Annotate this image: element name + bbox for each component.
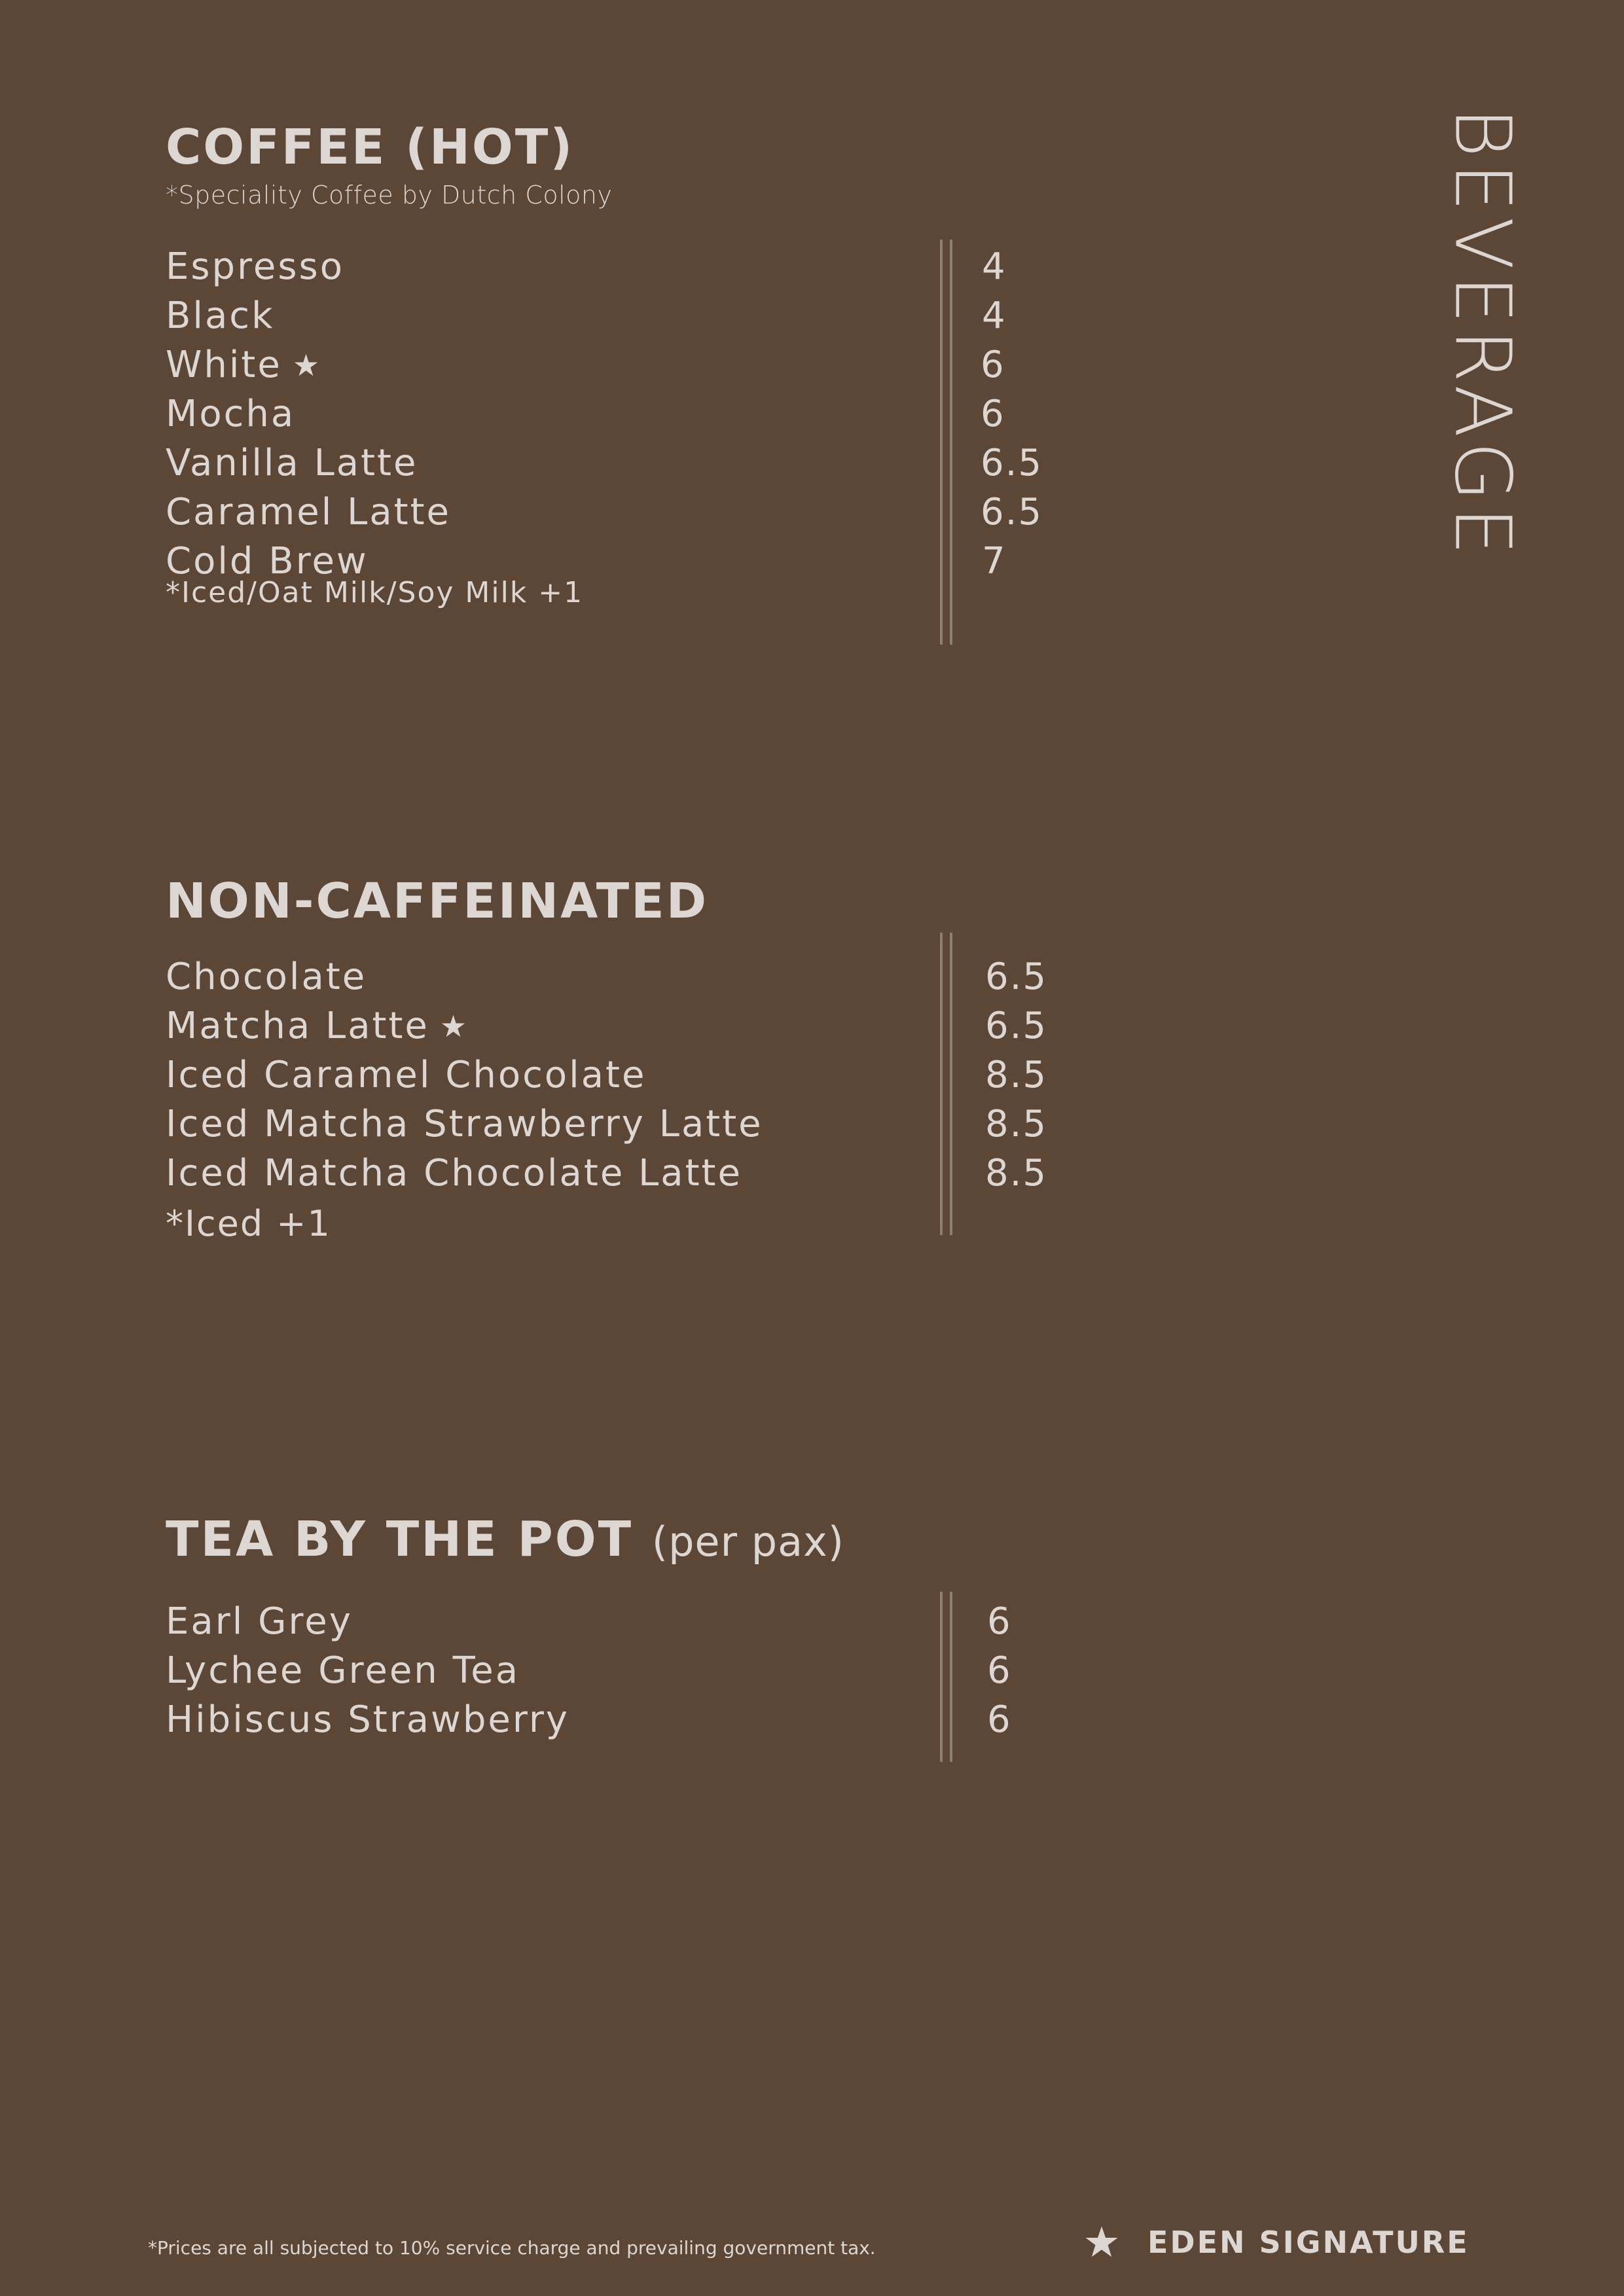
- menu-item-row: [166, 1001, 1082, 1050]
- menu-item-price: 6: [981, 393, 1005, 435]
- vertical-page-title: [1437, 107, 1528, 561]
- menu-item-name: Caramel Latte: [166, 491, 452, 533]
- menu-item-row: [166, 1597, 1082, 1646]
- coffee-section-header: [166, 119, 613, 209]
- menu-item-row: [166, 1695, 1082, 1744]
- menu-item-price: 6.5: [981, 442, 1043, 484]
- menu-item-name: Espresso: [166, 245, 344, 288]
- menu-item-name: [166, 1001, 469, 1051]
- menu-item-row: [166, 340, 1082, 389]
- tea-section-header: [166, 1511, 844, 1568]
- menu-item-price: 8.5: [985, 1103, 1048, 1145]
- menu-item-name: Lychee Green Tea: [166, 1649, 520, 1692]
- menu-item-price: 8.5: [985, 1152, 1048, 1194]
- signature-star-icon: ★: [292, 348, 322, 383]
- service-charge-disclaimer: *Prices are all subjected to 10% service charge and prevailing government tax.: [148, 2237, 876, 2259]
- menu-item-name: Cold Brew: [166, 540, 369, 583]
- non-caffeinated-addon-note: *Iced +1: [166, 1203, 331, 1244]
- star-icon: [1083, 2224, 1120, 2261]
- menu-item-row: [166, 1050, 1082, 1100]
- signature-star-icon: ★: [439, 1009, 469, 1044]
- menu-item-price: 7: [982, 540, 1007, 583]
- coffee-section-title: COFFEE (HOT): [166, 119, 575, 175]
- menu-item-name: Iced Matcha Strawberry Latte: [166, 1103, 763, 1145]
- menu-item-row: [166, 488, 1082, 537]
- menu-item-row: [166, 1646, 1082, 1695]
- menu-item-row: [166, 952, 1082, 1001]
- menu-item-name: Hibiscus Strawberry: [166, 1698, 570, 1741]
- menu-item-price: 6: [981, 344, 1005, 386]
- non-caffeinated-section-header: [166, 873, 709, 929]
- tea-title-suffix: (per pax): [651, 1518, 844, 1566]
- legend-label: EDEN SIGNATURE: [1147, 2225, 1470, 2260]
- menu-item-row: [166, 1100, 1082, 1149]
- menu-item-label: White: [166, 344, 282, 386]
- menu-item-row: [166, 291, 1082, 340]
- menu-item-row: [166, 389, 1082, 439]
- menu-item-name: Chocolate: [166, 956, 367, 998]
- tea-section-title: [166, 1511, 844, 1568]
- menu-item-name: Vanilla Latte: [166, 442, 418, 484]
- menu-item-name: Mocha: [166, 393, 296, 435]
- menu-item-price: 6: [987, 1698, 1012, 1741]
- tea-title-main: TEA BY THE POT: [166, 1511, 634, 1568]
- menu-item-name: Black: [166, 295, 275, 337]
- menu-item-price: 4: [982, 245, 1007, 288]
- menu-item-row: [166, 242, 1082, 291]
- menu-item-price: 8.5: [985, 1054, 1048, 1096]
- menu-item-name: Iced Matcha Chocolate Latte: [166, 1152, 742, 1194]
- menu-item-price: 6.5: [985, 956, 1048, 998]
- coffee-addon-note: *Iced/Oat Milk/Soy Milk +1: [166, 576, 584, 609]
- menu-item-price: 4: [982, 295, 1007, 337]
- menu-item-name: Earl Grey: [166, 1600, 353, 1643]
- menu-item-row: [166, 1149, 1082, 1198]
- menu-item-price: 6.5: [981, 491, 1043, 533]
- menu-item-price: 6.5: [985, 1005, 1048, 1047]
- non-caffeinated-section-title: NON-CAFFEINATED: [166, 873, 709, 929]
- coffee-section-subtitle: *Speciality Coffee by Dutch Colony: [166, 181, 613, 209]
- signature-legend: [1083, 2224, 1470, 2261]
- beverage-title: BEVERAGE: [1437, 107, 1528, 561]
- menu-item-name: Iced Caramel Chocolate: [166, 1054, 647, 1096]
- menu-item-name: [166, 340, 321, 390]
- menu-item-price: 6: [987, 1649, 1012, 1692]
- menu-item-price: 6: [987, 1600, 1012, 1643]
- menu-item-row: [166, 439, 1082, 488]
- menu-item-label: Matcha Latte: [166, 1005, 429, 1047]
